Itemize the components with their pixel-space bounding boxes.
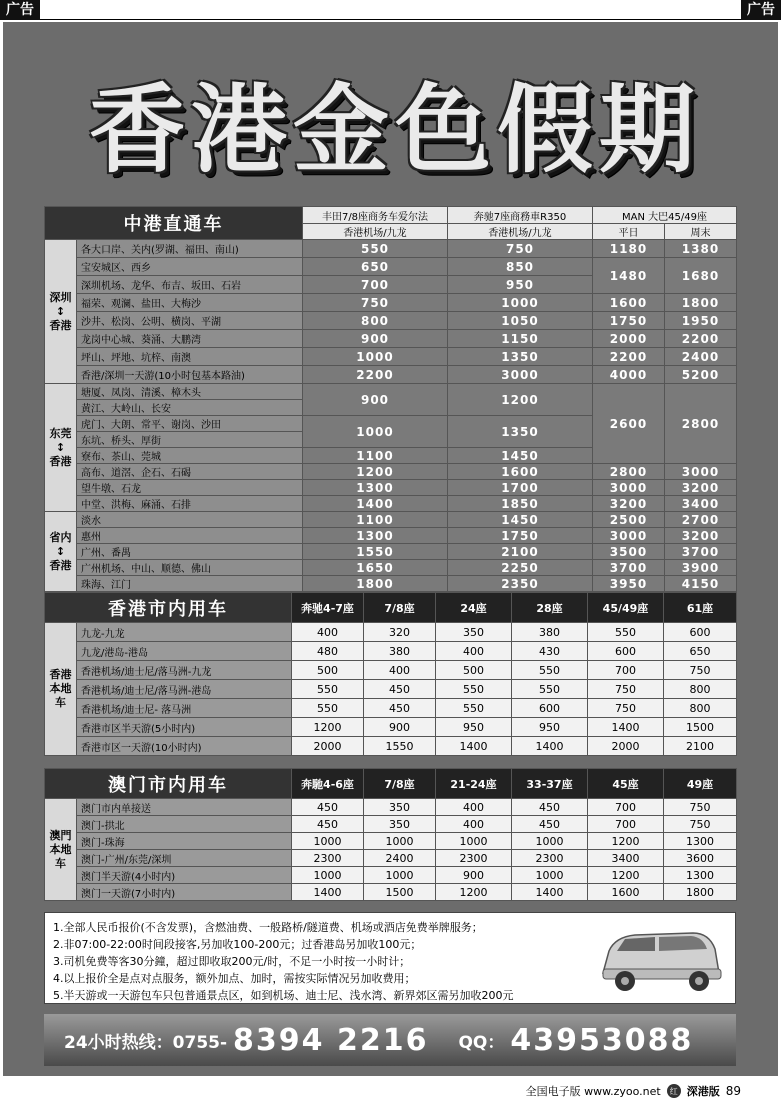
price-cell: 1000 [303, 348, 448, 366]
price-cell: 380 [364, 642, 436, 661]
price-cell: 400 [292, 623, 364, 642]
location-cell: 塘厦、凤岗、清溪、樟木头 [77, 384, 303, 400]
price-cell: 850 [448, 258, 593, 276]
price-cell: 1850 [448, 496, 593, 512]
location-cell: 寮布、茶山、莞城 [77, 448, 303, 464]
price-cell: 550 [292, 699, 364, 718]
price-cell: 2350 [448, 576, 593, 592]
price-cell: 1000 [448, 294, 593, 312]
price-cell: 1100 [303, 512, 448, 528]
price-cell: 1050 [448, 312, 593, 330]
price-cell: 1700 [448, 480, 593, 496]
price-cell: 1400 [512, 884, 588, 901]
price-cell: 1750 [448, 528, 593, 544]
footer-edition: 深港版 [686, 1085, 720, 1098]
price-cell: 1680 [665, 258, 737, 294]
note-item: 3.司机免费等客30分鐘，超过即收取200元/时，不足一小时按一小时计； [53, 955, 411, 968]
location-cell: 宝安城区、西乡 [77, 258, 303, 276]
price-cell: 1100 [303, 448, 448, 464]
price-cell: 2200 [593, 348, 665, 366]
note-item: 1.全部人民币报价(不含发票)，含燃油费、一般路桥/隧道费、机场或酒店免费举牌服务； [53, 921, 483, 934]
price-cell: 800 [664, 699, 737, 718]
footer-site: 全国电子版 www.zyoo.net [525, 1085, 661, 1098]
headline: 香港金色假期 [89, 73, 701, 186]
price-cell: 550 [588, 623, 664, 642]
price-cell: 1000 [364, 833, 436, 850]
price-cell: 3600 [664, 850, 737, 867]
vehicle-header: 7/8座 [364, 593, 436, 623]
weekend-header: 周末 [665, 224, 737, 240]
table-title: 中港直通车 [45, 207, 303, 240]
location-cell: 望牛墩、石龙 [77, 480, 303, 496]
price-cell: 1200 [588, 833, 664, 850]
vehicle-header: 奔驰7座商務車R350 [448, 207, 593, 224]
price-cell: 1550 [364, 737, 436, 756]
price-cell: 1400 [512, 737, 588, 756]
price-cell: 3000 [448, 366, 593, 384]
group-label: 深圳 ↕ 香港 [45, 240, 77, 384]
price-cell: 1550 [303, 544, 448, 560]
price-cell: 1400 [588, 718, 664, 737]
price-cell: 380 [512, 623, 588, 642]
price-cell: 1000 [512, 867, 588, 884]
price-cell: 1200 [436, 884, 512, 901]
price-cell: 1200 [448, 384, 593, 416]
price-cell: 600 [664, 623, 737, 642]
price-cell: 3000 [593, 480, 665, 496]
price-cell: 1300 [303, 528, 448, 544]
price-cell: 5200 [665, 366, 737, 384]
location-cell: 香港机场/迪士尼- 落马洲 [77, 699, 292, 718]
price-cell: 1200 [303, 464, 448, 480]
price-cell: 1000 [364, 867, 436, 884]
price-cell: 1450 [448, 448, 593, 464]
location-cell: 澳门半天游(4小时内) [77, 867, 292, 884]
price-cell: 750 [664, 816, 737, 833]
location-cell: 东坑、桥头、厚街 [77, 432, 303, 448]
location-cell: 广州机场、中山、顺德、佛山 [77, 560, 303, 576]
price-cell: 900 [436, 867, 512, 884]
location-cell: 淡水 [77, 512, 303, 528]
price-cell: 550 [512, 680, 588, 699]
price-cell: 2700 [665, 512, 737, 528]
location-cell: 香港机场/迪士尼/落马洲-港岛 [77, 680, 292, 699]
price-cell: 1600 [588, 884, 664, 901]
price-cell: 1650 [303, 560, 448, 576]
price-cell: 2000 [292, 737, 364, 756]
hongkong-local-price-table [44, 592, 737, 756]
price-cell: 1750 [593, 312, 665, 330]
price-cell: 950 [448, 276, 593, 294]
price-cell: 450 [512, 799, 588, 816]
price-cell: 1000 [292, 833, 364, 850]
group-label: 澳門 本地 车 [45, 799, 77, 901]
vehicle-header: 21-24座 [436, 769, 512, 799]
price-cell: 1950 [665, 312, 737, 330]
location-cell: 澳门-广州/东莞/深圳 [77, 850, 292, 867]
qq-number: 43953088 [510, 1022, 694, 1058]
vehicle-header: 丰田7/8座商务车爱尔法 [303, 207, 448, 224]
price-cell: 650 [303, 258, 448, 276]
ad-label-left: 广告 [0, 0, 40, 20]
price-cell: 550 [292, 680, 364, 699]
price-cell: 1000 [512, 833, 588, 850]
price-cell: 1500 [364, 884, 436, 901]
price-cell: 1400 [303, 496, 448, 512]
price-cell: 900 [303, 330, 448, 348]
price-cell: 750 [664, 661, 737, 680]
price-cell: 400 [436, 642, 512, 661]
price-cell: 1600 [448, 464, 593, 480]
price-cell: 1000 [292, 867, 364, 884]
price-cell: 4000 [593, 366, 665, 384]
price-cell: 2300 [512, 850, 588, 867]
price-cell: 550 [436, 699, 512, 718]
price-cell: 750 [588, 680, 664, 699]
location-cell: 澳门-珠海 [77, 833, 292, 850]
route-header: 香港机场/九龙 [303, 224, 448, 240]
price-cell: 450 [364, 699, 436, 718]
price-cell: 400 [436, 816, 512, 833]
note-item: 5.半天游或一天游包车只包普通景点区，如到机场、迪士尼、浅水湾、新界郊区需另加收200元 [53, 989, 514, 1002]
qq-label: QQ： [458, 1032, 505, 1053]
location-cell: 黄江、大岭山、长安 [77, 400, 303, 416]
price-cell: 900 [303, 384, 448, 416]
price-cell: 950 [512, 718, 588, 737]
page-footer [0, 1080, 781, 1100]
vehicle-header: MAN 大巴45/49座 [593, 207, 737, 224]
price-cell: 750 [588, 699, 664, 718]
price-cell: 400 [436, 799, 512, 816]
ad-label-right: 广告 [741, 0, 781, 20]
price-cell: 1300 [664, 867, 737, 884]
vehicle-header: 45座 [588, 769, 664, 799]
terms-notes [44, 912, 736, 1004]
price-cell: 3200 [593, 496, 665, 512]
location-cell: 广州、番禺 [77, 544, 303, 560]
price-cell: 1400 [436, 737, 512, 756]
location-cell: 香港市区一天游(10小时内) [77, 737, 292, 756]
price-cell: 2200 [665, 330, 737, 348]
price-cell: 2400 [364, 850, 436, 867]
location-cell: 香港机场/迪士尼/落马洲-九龙 [77, 661, 292, 680]
price-cell: 1800 [664, 884, 737, 901]
price-cell: 750 [664, 799, 737, 816]
price-cell: 2200 [303, 366, 448, 384]
vehicle-header: 49座 [664, 769, 737, 799]
vehicle-header: 28座 [512, 593, 588, 623]
location-cell: 澳门一天游(7小时内) [77, 884, 292, 901]
top-bar [0, 0, 781, 20]
top-rule [40, 19, 741, 20]
price-cell: 700 [588, 799, 664, 816]
price-cell: 800 [664, 680, 737, 699]
location-cell: 澳门-拱北 [77, 816, 292, 833]
price-cell: 1500 [664, 718, 737, 737]
hotline-label: 24小时热线：0755- [64, 1032, 228, 1053]
location-cell: 香港/深圳一天游(10小时包基本路油) [77, 366, 303, 384]
price-cell: 600 [512, 699, 588, 718]
table-title: 澳门市内用车 [45, 769, 292, 799]
price-cell: 2100 [448, 544, 593, 560]
price-cell: 450 [364, 680, 436, 699]
price-cell: 430 [512, 642, 588, 661]
price-cell: 3200 [665, 528, 737, 544]
price-cell: 1300 [664, 833, 737, 850]
price-cell: 400 [364, 661, 436, 680]
cross-border-price-table [44, 206, 737, 592]
location-cell: 福荣、观澜、盐田、大梅沙 [77, 294, 303, 312]
vehicle-header: 7/8座 [364, 769, 436, 799]
location-cell: 各大口岸、关内(罗湖、福田、南山) [77, 240, 303, 258]
price-cell: 3500 [593, 544, 665, 560]
price-cell: 1800 [665, 294, 737, 312]
price-cell: 3700 [665, 544, 737, 560]
brand-logo-icon: 红 [667, 1084, 681, 1098]
macau-local-price-table [44, 768, 737, 901]
price-cell: 950 [436, 718, 512, 737]
price-cell: 350 [436, 623, 512, 642]
group-label: 省内 ↕ 香港 [45, 512, 77, 592]
price-cell: 2600 [593, 384, 665, 464]
location-cell: 中堂、洪梅、麻涌、石排 [77, 496, 303, 512]
vehicle-header: 奔驰4-7座 [292, 593, 364, 623]
price-cell: 1180 [593, 240, 665, 258]
location-cell: 香港市区半天游(5小时内) [77, 718, 292, 737]
vehicle-header: 33-37座 [512, 769, 588, 799]
price-cell: 3400 [588, 850, 664, 867]
price-cell: 700 [303, 276, 448, 294]
location-cell: 高布、道滘、企石、石碣 [77, 464, 303, 480]
price-cell: 500 [436, 661, 512, 680]
price-cell: 2100 [664, 737, 737, 756]
vehicle-header: 45/49座 [588, 593, 664, 623]
price-cell: 550 [512, 661, 588, 680]
price-cell: 3950 [593, 576, 665, 592]
price-cell: 750 [303, 294, 448, 312]
price-cell: 450 [292, 799, 364, 816]
price-cell: 2300 [292, 850, 364, 867]
price-cell: 350 [364, 816, 436, 833]
vehicle-header: 奔馳4-6座 [292, 769, 364, 799]
location-cell: 珠海、江门 [77, 576, 303, 592]
vehicle-header: 61座 [664, 593, 737, 623]
price-cell: 3000 [593, 528, 665, 544]
price-cell: 2250 [448, 560, 593, 576]
weekday-header: 平日 [593, 224, 665, 240]
price-cell: 450 [292, 816, 364, 833]
price-cell: 2300 [436, 850, 512, 867]
price-cell: 550 [436, 680, 512, 699]
price-cell: 1800 [303, 576, 448, 592]
vehicle-header: 24座 [436, 593, 512, 623]
price-cell: 480 [292, 642, 364, 661]
price-cell: 2400 [665, 348, 737, 366]
price-cell: 600 [588, 642, 664, 661]
price-cell: 1380 [665, 240, 737, 258]
price-cell: 550 [303, 240, 448, 258]
price-cell: 3200 [665, 480, 737, 496]
price-cell: 2000 [588, 737, 664, 756]
price-cell: 1350 [448, 416, 593, 448]
price-cell: 2800 [665, 384, 737, 464]
price-cell: 900 [364, 718, 436, 737]
price-cell: 1200 [588, 867, 664, 884]
price-cell: 2000 [593, 330, 665, 348]
price-cell: 700 [588, 661, 664, 680]
route-header: 香港机场/九龙 [448, 224, 593, 240]
price-cell: 1000 [436, 833, 512, 850]
page-number: 89 [725, 1084, 741, 1098]
note-item: 2.非07:00-22:00时间段接客,另加收100-200元；过香港岛另加收100元； [53, 938, 422, 951]
group-label: 香港 本地 车 [45, 623, 77, 756]
location-cell: 深圳机场、龙华、布吉、坂田、石岩 [77, 276, 303, 294]
price-cell: 2800 [593, 464, 665, 480]
van-image [595, 921, 725, 999]
location-cell: 澳门市内单接送 [77, 799, 292, 816]
price-cell: 3900 [665, 560, 737, 576]
price-cell: 3400 [665, 496, 737, 512]
price-cell: 700 [588, 816, 664, 833]
price-cell: 1450 [448, 512, 593, 528]
price-cell: 1350 [448, 348, 593, 366]
price-cell: 1300 [303, 480, 448, 496]
group-label: 东莞 ↕ 香港 [45, 384, 77, 512]
price-cell: 320 [364, 623, 436, 642]
price-cell: 450 [512, 816, 588, 833]
price-cell: 3000 [665, 464, 737, 480]
price-cell: 4150 [665, 576, 737, 592]
price-cell: 500 [292, 661, 364, 680]
hotline-banner [44, 1014, 736, 1066]
price-cell: 1200 [292, 718, 364, 737]
location-cell: 虎门、大朗、常平、谢岗、沙田 [77, 416, 303, 432]
price-cell: 1150 [448, 330, 593, 348]
location-cell: 龙岗中心城、葵涌、大鹏湾 [77, 330, 303, 348]
location-cell: 沙井、松岗、公明、横岗、平湖 [77, 312, 303, 330]
location-cell: 坪山、坪地、坑梓、南澳 [77, 348, 303, 366]
location-cell: 九龙-九龙 [77, 623, 292, 642]
price-cell: 1480 [593, 258, 665, 294]
location-cell: 惠州 [77, 528, 303, 544]
table-title: 香港市内用车 [45, 593, 292, 623]
price-cell: 3700 [593, 560, 665, 576]
hotline-number: 8394 2216 [233, 1022, 429, 1058]
price-cell: 1000 [303, 416, 448, 448]
price-cell: 350 [364, 799, 436, 816]
price-cell: 650 [664, 642, 737, 661]
location-cell: 九龙/港岛-港岛 [77, 642, 292, 661]
price-cell: 2500 [593, 512, 665, 528]
price-cell: 1600 [593, 294, 665, 312]
price-cell: 800 [303, 312, 448, 330]
price-cell: 750 [448, 240, 593, 258]
note-item: 4.以上报价全是点对点服务，额外加点、加时，需按实际情况另加收费用； [53, 972, 416, 985]
price-cell: 1400 [292, 884, 364, 901]
